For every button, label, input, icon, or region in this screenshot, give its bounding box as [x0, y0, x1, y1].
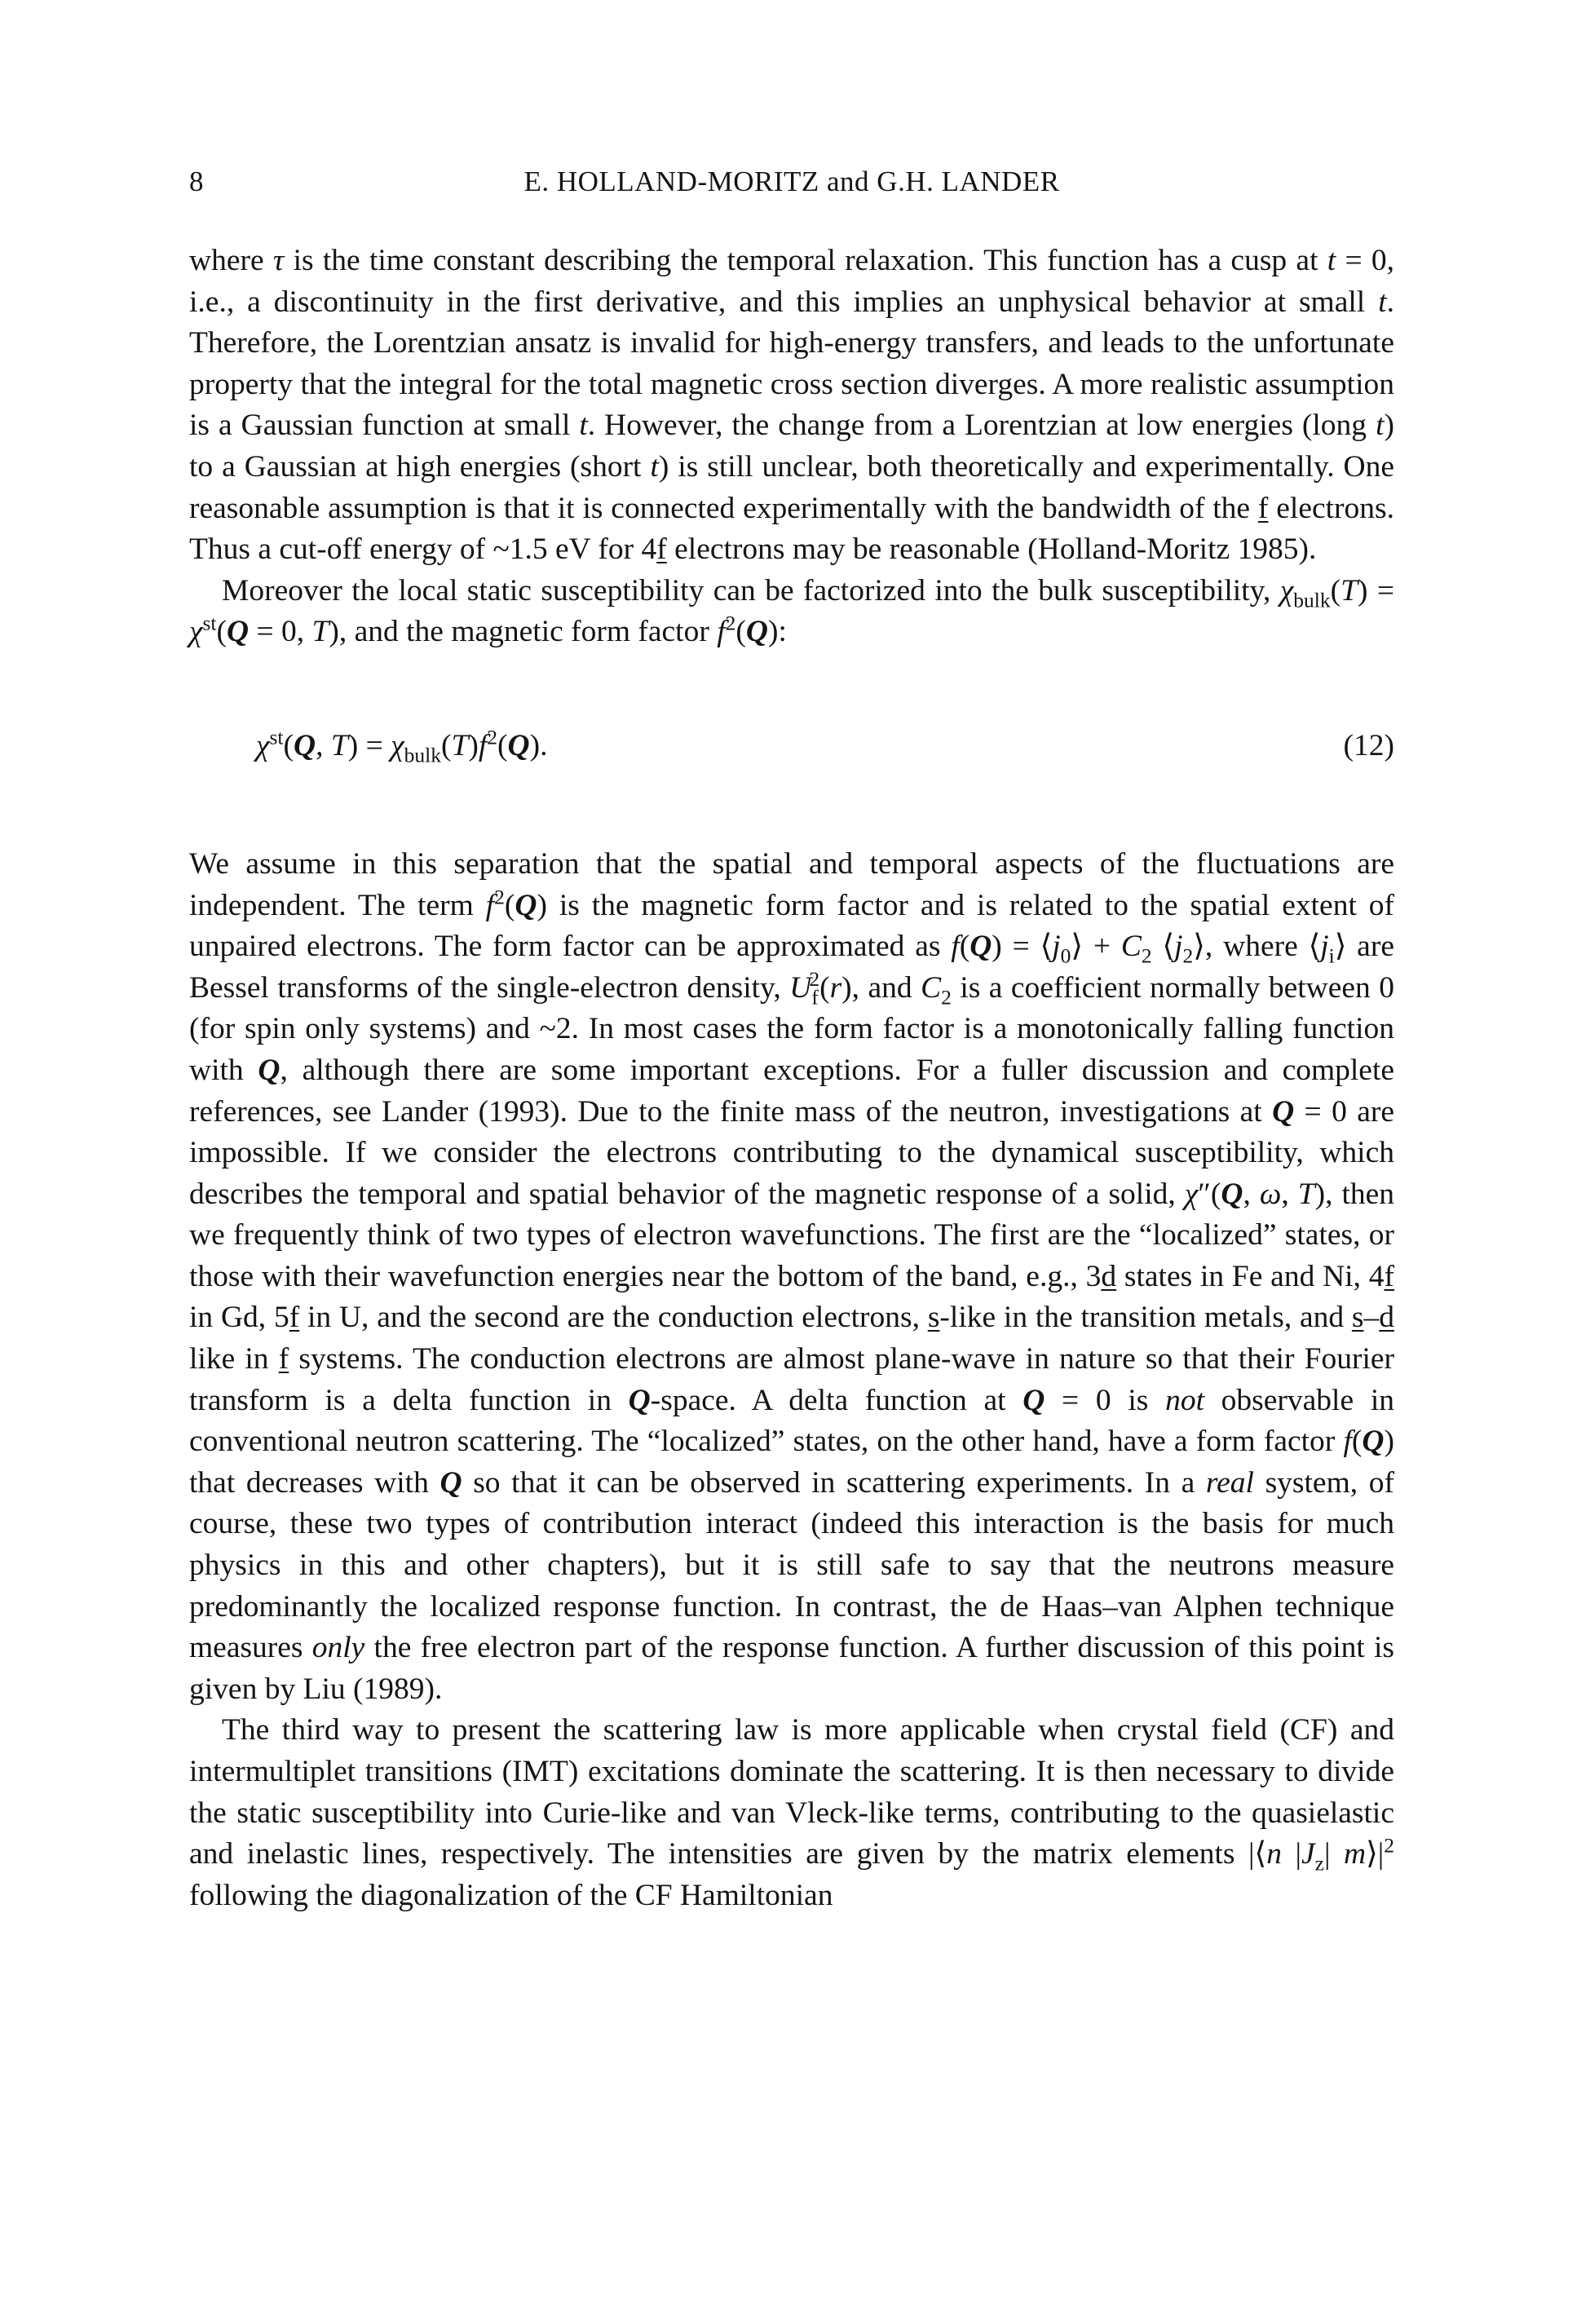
- page-header: [189, 159, 1394, 205]
- page-number: 8: [189, 166, 204, 197]
- running-head: E. HOLLAND-MORITZ and G.H. LANDER: [523, 166, 1060, 197]
- page: [189, 159, 1394, 1916]
- equation-12: [189, 720, 1394, 772]
- paragraph-2: Moreover the local static susceptibility can be factorized into the bulk susceptibility, $\chi_{bulk}(T) = \chi^{st}(Q = 0$, T), and the magnetic form factor $f^2(Q)$:: [189, 573, 1394, 649]
- paragraph-3: We assume in this separation that the spatial and temporal aspects of the fluctuations are independent. The term $f^2(Q)$ is the magnetic form factor and is related to the spatial extent of unpaired electrons. The form factor can be approximated as $f(Q) = ⟨j_0⟩ + C_2$ $⟨j_2⟩$, where $⟨j_i⟩$ are Bessel transforms of the single-electron density, $U_f^2(r)$, and $C_2$ is a coefficient normally between 0 (for spin only systems) and ~2. In most cases the form factor is a monotonically falling function with Q, although there are some important exceptions. For a fuller discussion and complete references, see Lander (1993). Due to the finite mass of the neutron, investigations at Q = 0 are impossible. If we consider the electrons contributing to the dynamical susceptibility, which describes the temporal and spatial behavior of the magnetic response of a solid, χ″(Q, ω, T), then we frequently think of two types of electron wavefunctions. The first are the “localized” states, or those with their wavefunction energies near the bottom of the band, e.g., 3d states in Fe and Ni, 4f in Gd, 5f in U, and the second are the conduction electrons, s-like in the transition metals, and s–d like in f systems. The conduction electrons are almost plane-wave in nature so that their Fourier transform is a delta function in Q-space. A delta function at Q = 0 is not observable in conventional neutron scattering. The “localized” states, on the other hand, have a form factor f(Q) that decreases with Q so that it can be observed in scattering experiments. In a real system, of course, these two types of contribution interact (indeed this interaction is the basis for much physics in this and other chapters), but it is still safe to say that the neutrons measure predominantly the localized response function. In contrast, the de Haas–van Alphen technique measures only the free electron part of the response function. A further discussion of this point is given by Liu (1989).: [189, 846, 1395, 1706]
- body-text: [189, 241, 1394, 1916]
- paragraph-1: where τ is the time constant describing the temporal relaxation. This function has a cusp at t = 0, i.e., a discontinuity in the first derivative, and this implies an unphysical behavior at small t. Therefore, the Lorentzian ansatz is invalid for high-energy transfers, and leads to the unfortunate property that the integral for the total magnetic cross section diverges. A more realistic assumption is a Gaussian function at small t. However, the change from a Lorentzian at low energies (long t) to a Gaussian at high energies (short t) is still unclear, both theoretically and experimentally. One reasonable assumption is that it is connected experimentally with the bandwidth of the f electrons. Thus a cut-off energy of ~1.5 eV for 4f electrons may be reasonable (Holland-Moritz 1985).: [189, 244, 1395, 567]
- paragraph-4: The third way to present the scattering law is more applicable when crystal field (CF) and intermultiplet transitions (IMT) excitations dominate the scattering. It is then necessary to divide the static susceptibility into Curie-like and van Vleck-like terms, contributing to the quasielastic and inelastic lines, respectively. The intensities are given by the matrix elements |⟨n $|J_z|$ $m⟩|^2$ following the diagonalization of the CF Hamiltonian: [189, 1713, 1394, 1912]
- equation-body: $\chi^{st}(Q$, $T) = \chi_{bulk}(T)f^2(Q)$.: [256, 725, 548, 767]
- equation-number: (12): [1343, 728, 1394, 762]
